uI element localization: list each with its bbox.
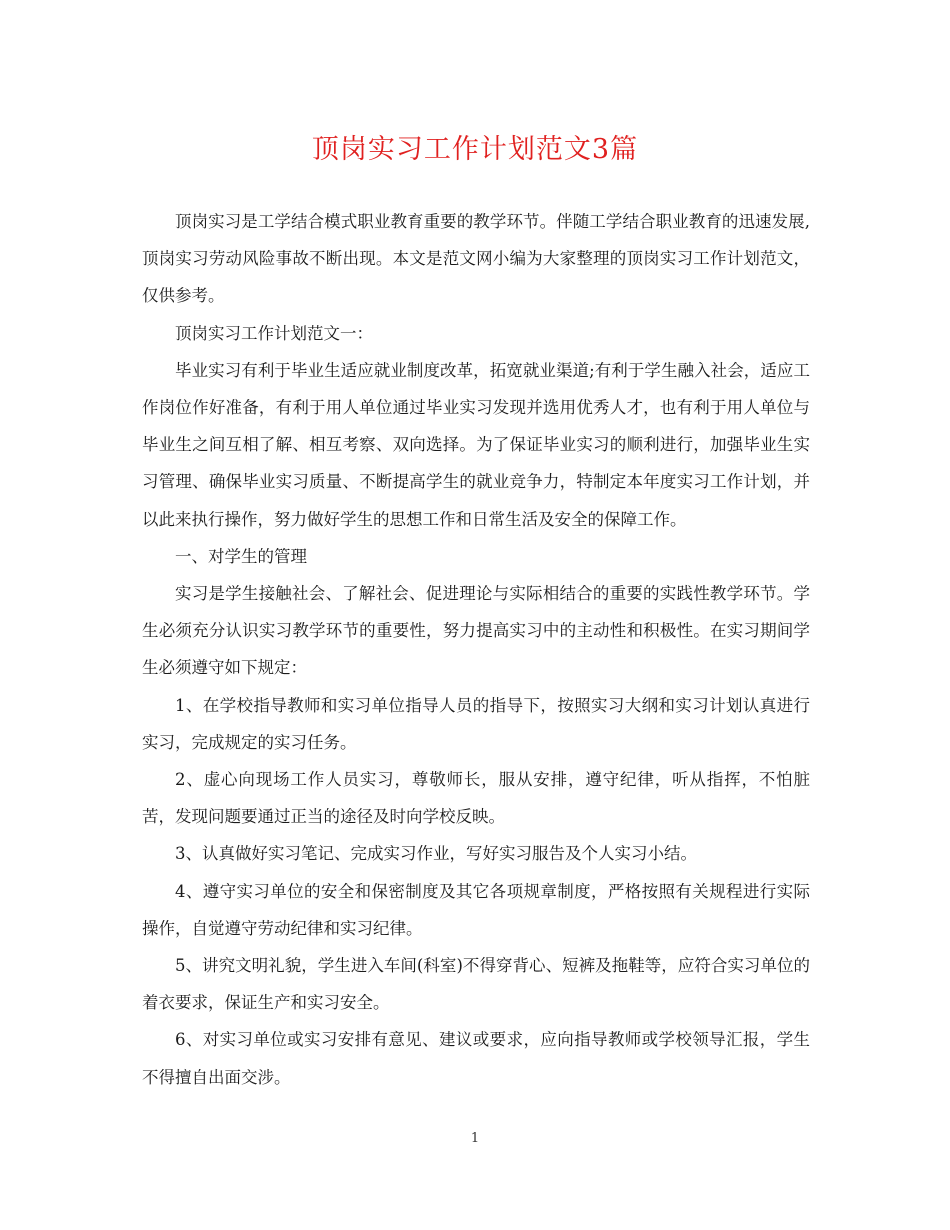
paragraph-section-heading: 顶岗实习工作计划范文一：	[175, 323, 373, 343]
paragraph-heading-student-management: 一、对学生的管理	[175, 546, 307, 566]
paragraph-rule-6: 6、对实习单位或实习安排有意见、建议或要求，应向指导教师或学校领导汇报，学生不得擅自出面交涉。	[142, 1030, 810, 1087]
document-title: 顶岗实习工作计划范文3篇	[311, 134, 639, 165]
paragraph-internship-importance: 实习是学生接触社会、了解社会、促进理论与实际相结合的重要的实践性教学环节。学生必须充分认识实习教学环节的重要性，努力提高实习中的主动性和积极性。在实习期间学生必须遵守如下规定：	[142, 584, 810, 678]
paragraph-intro: 顶岗实习是工学结合模式职业教育重要的教学环节。伴随工学结合职业教育的迅速发展,顶岗实习劳动风险事故不断出现。本文是范文网小编为大家整理的顶岗实习工作计划范文，仅供参考。	[142, 212, 810, 306]
paragraph-rule-1: 1、在学校指导教师和实习单位指导人员的指导下，按照实习大纲和实习计划认真进行实习，完成规定的实习任务。	[142, 695, 810, 752]
paragraph-rule-5: 5、讲究文明礼貌，学生进入车间(科室)不得穿背心、短裤及拖鞋等，应符合实习单位的着衣要求，保证生产和实习安全。	[142, 956, 810, 1013]
paragraph-rule-3: 3、认真做好实习笔记、完成实习作业，写好实习服告及个人实习小结。	[175, 844, 697, 864]
paragraph-rule-4: 4、遵守实习单位的安全和保密制度及其它各项规章制度，严格按照有关规程进行实际操作，自觉遵守劳动纪律和实习纪律。	[142, 881, 810, 938]
paragraph-rule-2: 2、虚心向现场工作人员实习，尊敬师长，服从安排，遵守纪律，听从指挥，不怕脏苦，发现问题要通过正当的途径及时向学校反映。	[142, 770, 810, 827]
paragraph-internship-benefits: 毕业实习有利于毕业生适应就业制度改革，拓宽就业渠道;有利于学生融入社会，适应工作岗位作好准备，有利于用人单位通过毕业实习发现并选用优秀人才，也有利于用人单位与毕业生之间互相了解、相互考察、双向选择。为了保证毕业实习的顺利进行，加强毕业生实习管理、确保毕业实习质量、不断提高学生的就业竞争力，特制定本年度实习工作计划，并以此来执行操作，努力做好学生的思想工作和日常生活及安全的保障工作。	[142, 360, 810, 529]
page-number: 1	[470, 1131, 480, 1146]
document-body	[142, 203, 810, 1096]
